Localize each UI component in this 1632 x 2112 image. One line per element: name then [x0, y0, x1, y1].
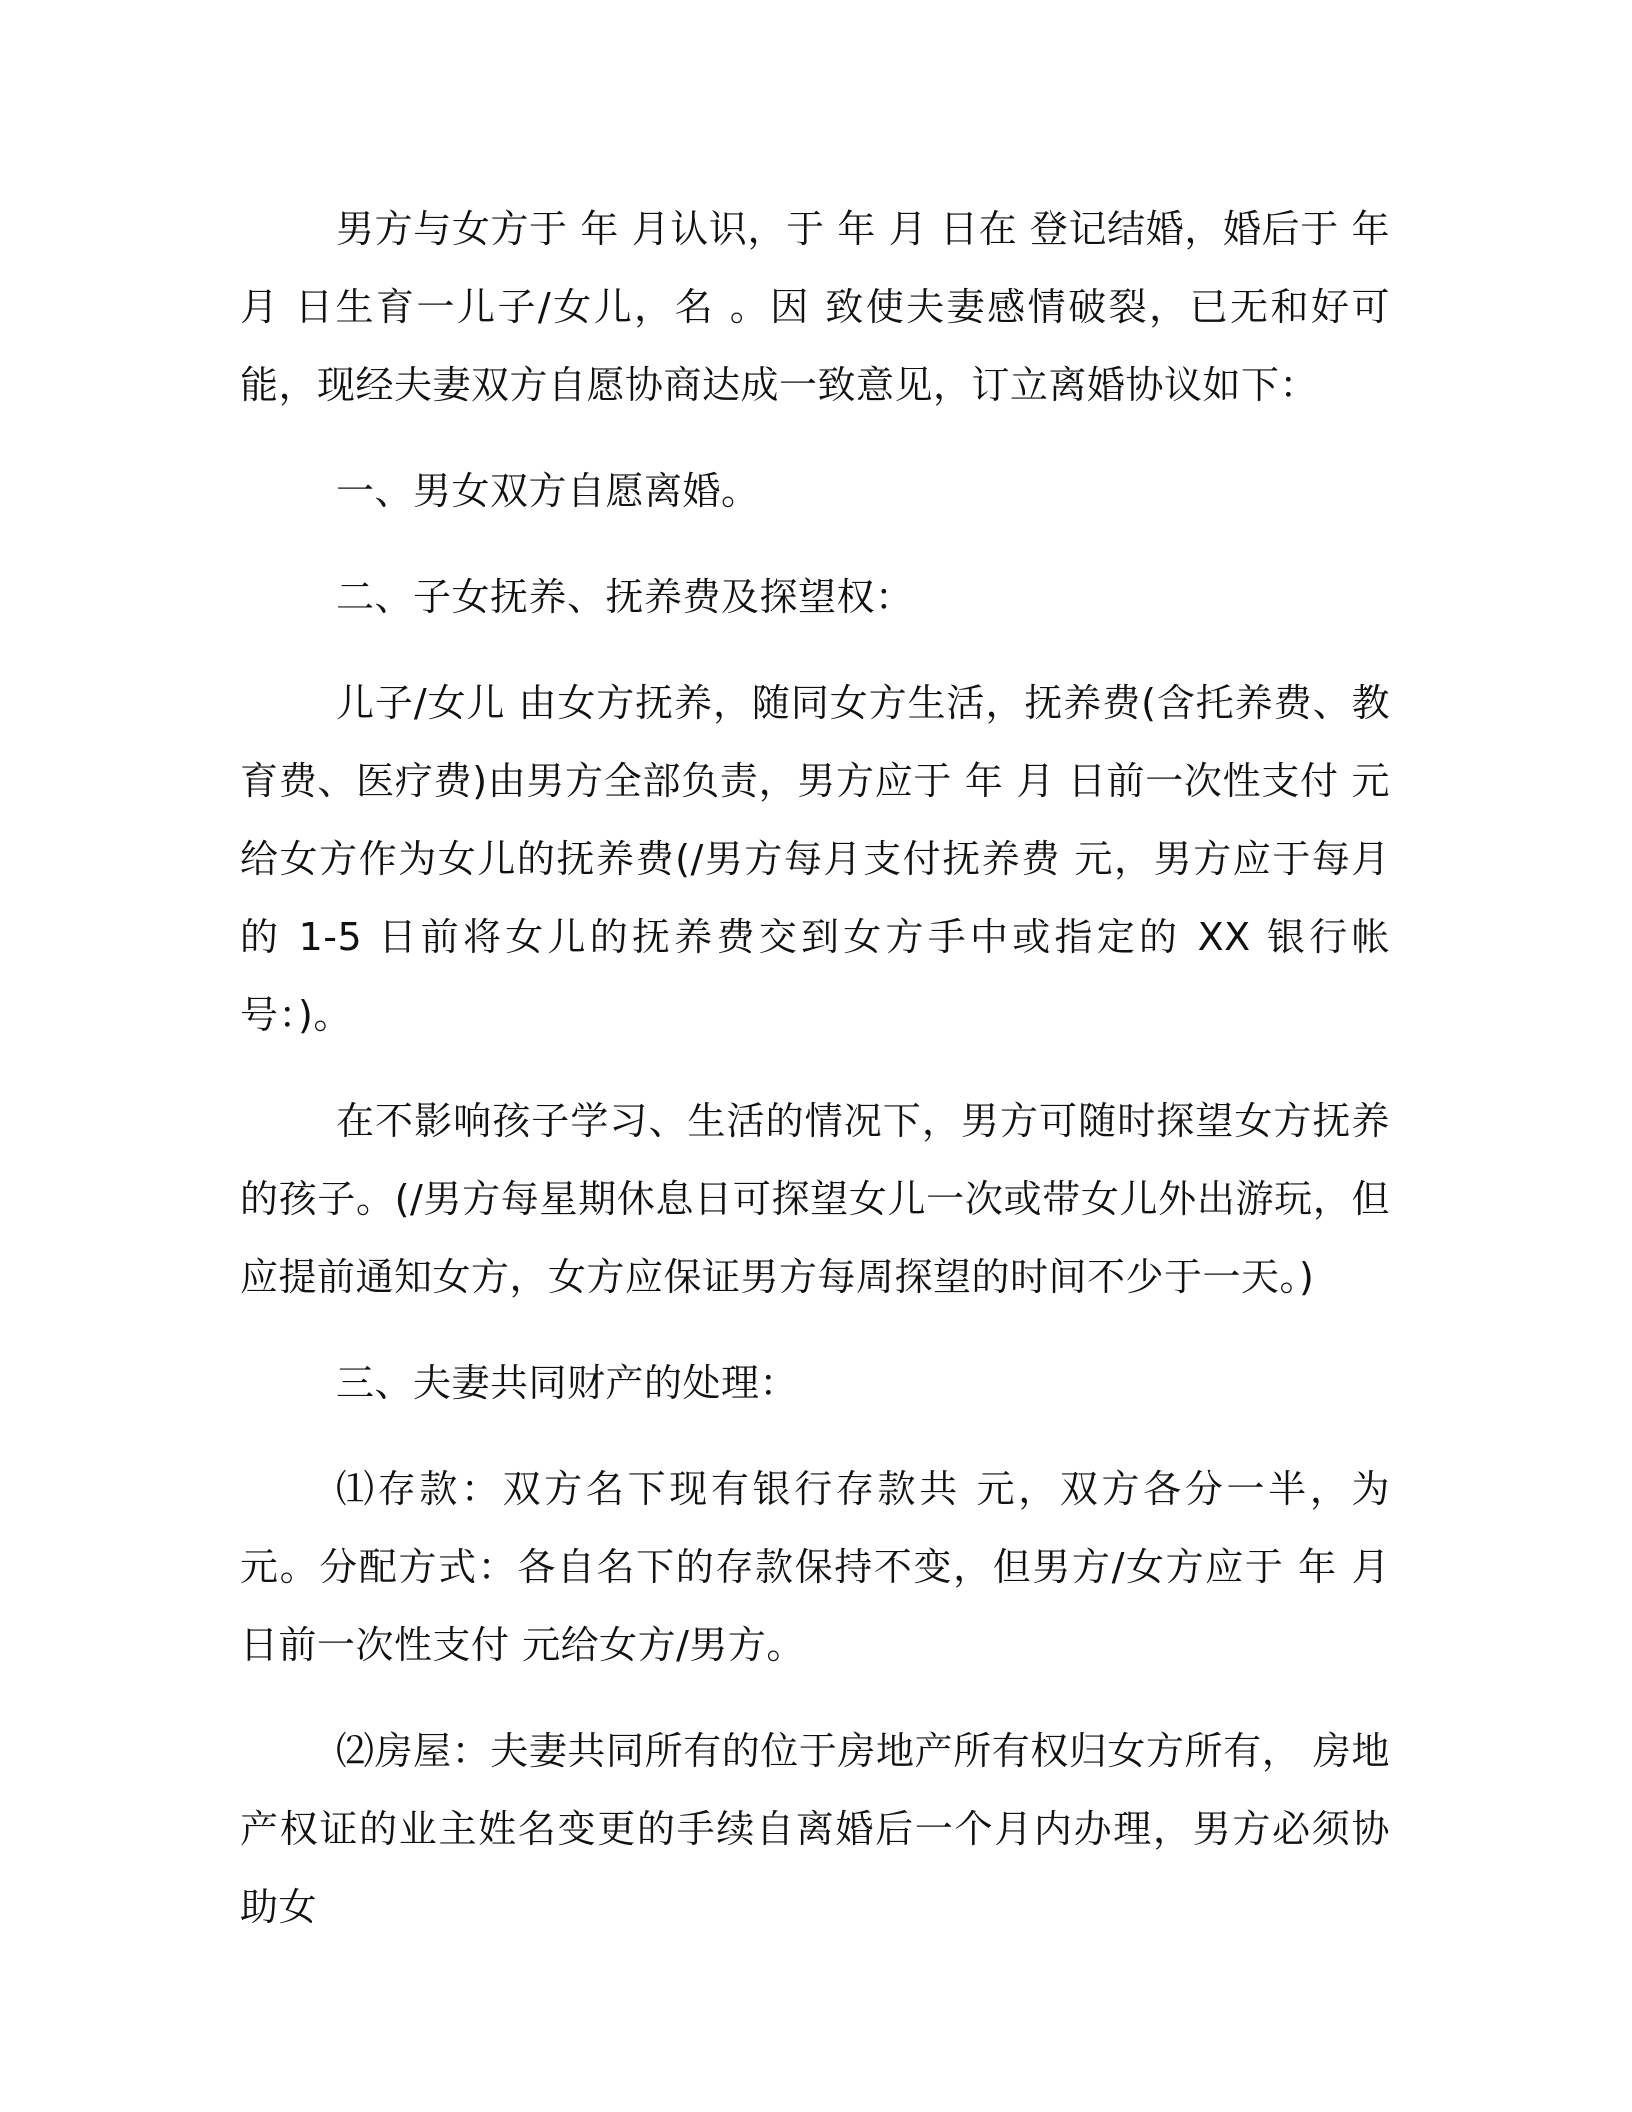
section-1-heading: 一、男女双方自愿离婚。 [336, 469, 760, 513]
section-3-heading: 三、夫妻共同财产的处理： [336, 1361, 799, 1405]
visitation-paragraph: 在不影响孩子学习、生活的情况下，男方可随时探望女方抚养的孩子。(/男方每星期休息日可探望女儿一次或带女儿外出游玩，但应提前通知女方，女方应保证男方每周探望的时间不少于一天。) [240, 1099, 1390, 1299]
deposits-paragraph: ⑴存款：双方名下现有银行存款共 元，双方各分一半，为 元。分配方式：各自名下的存款保持不变，但男方/女方应于 年 月 日前一次性支付 元给女方/男方。 [240, 1467, 1390, 1667]
child-support-paragraph: 儿子/女儿 由女方抚养，随同女方生活，抚养费(含托养费、教育费、医疗费)由男方全部负责，男方应于 年 月 日前一次性支付 元给女方作为女儿的抚养费(/男方每月支付抚养费 元，男方应于每月的 1-5 日前将女儿的抚养费交到女方手中或指定的 XX 银行帐号：)。 [240, 681, 1390, 1037]
section-2-heading: 二、子女抚养、抚养费及探望权： [336, 575, 914, 619]
intro-paragraph: 男方与女方于 年 月认识，于 年 月 日在 登记结婚，婚后于 年 月 日生育一儿子/女儿，名 。因 致使夫妻感情破裂，已无和好可能，现经夫妻双方自愿协商达成一致意见，订立离婚协议如下： [240, 207, 1390, 407]
house-paragraph: ⑵房屋：夫妻共同所有的位于房地产所有权归女方所有， 房地产权证的业主姓名变更的手续自离婚后一个月内办理，男方必须协助女 [240, 1729, 1390, 1929]
document-body [240, 190, 1390, 1974]
